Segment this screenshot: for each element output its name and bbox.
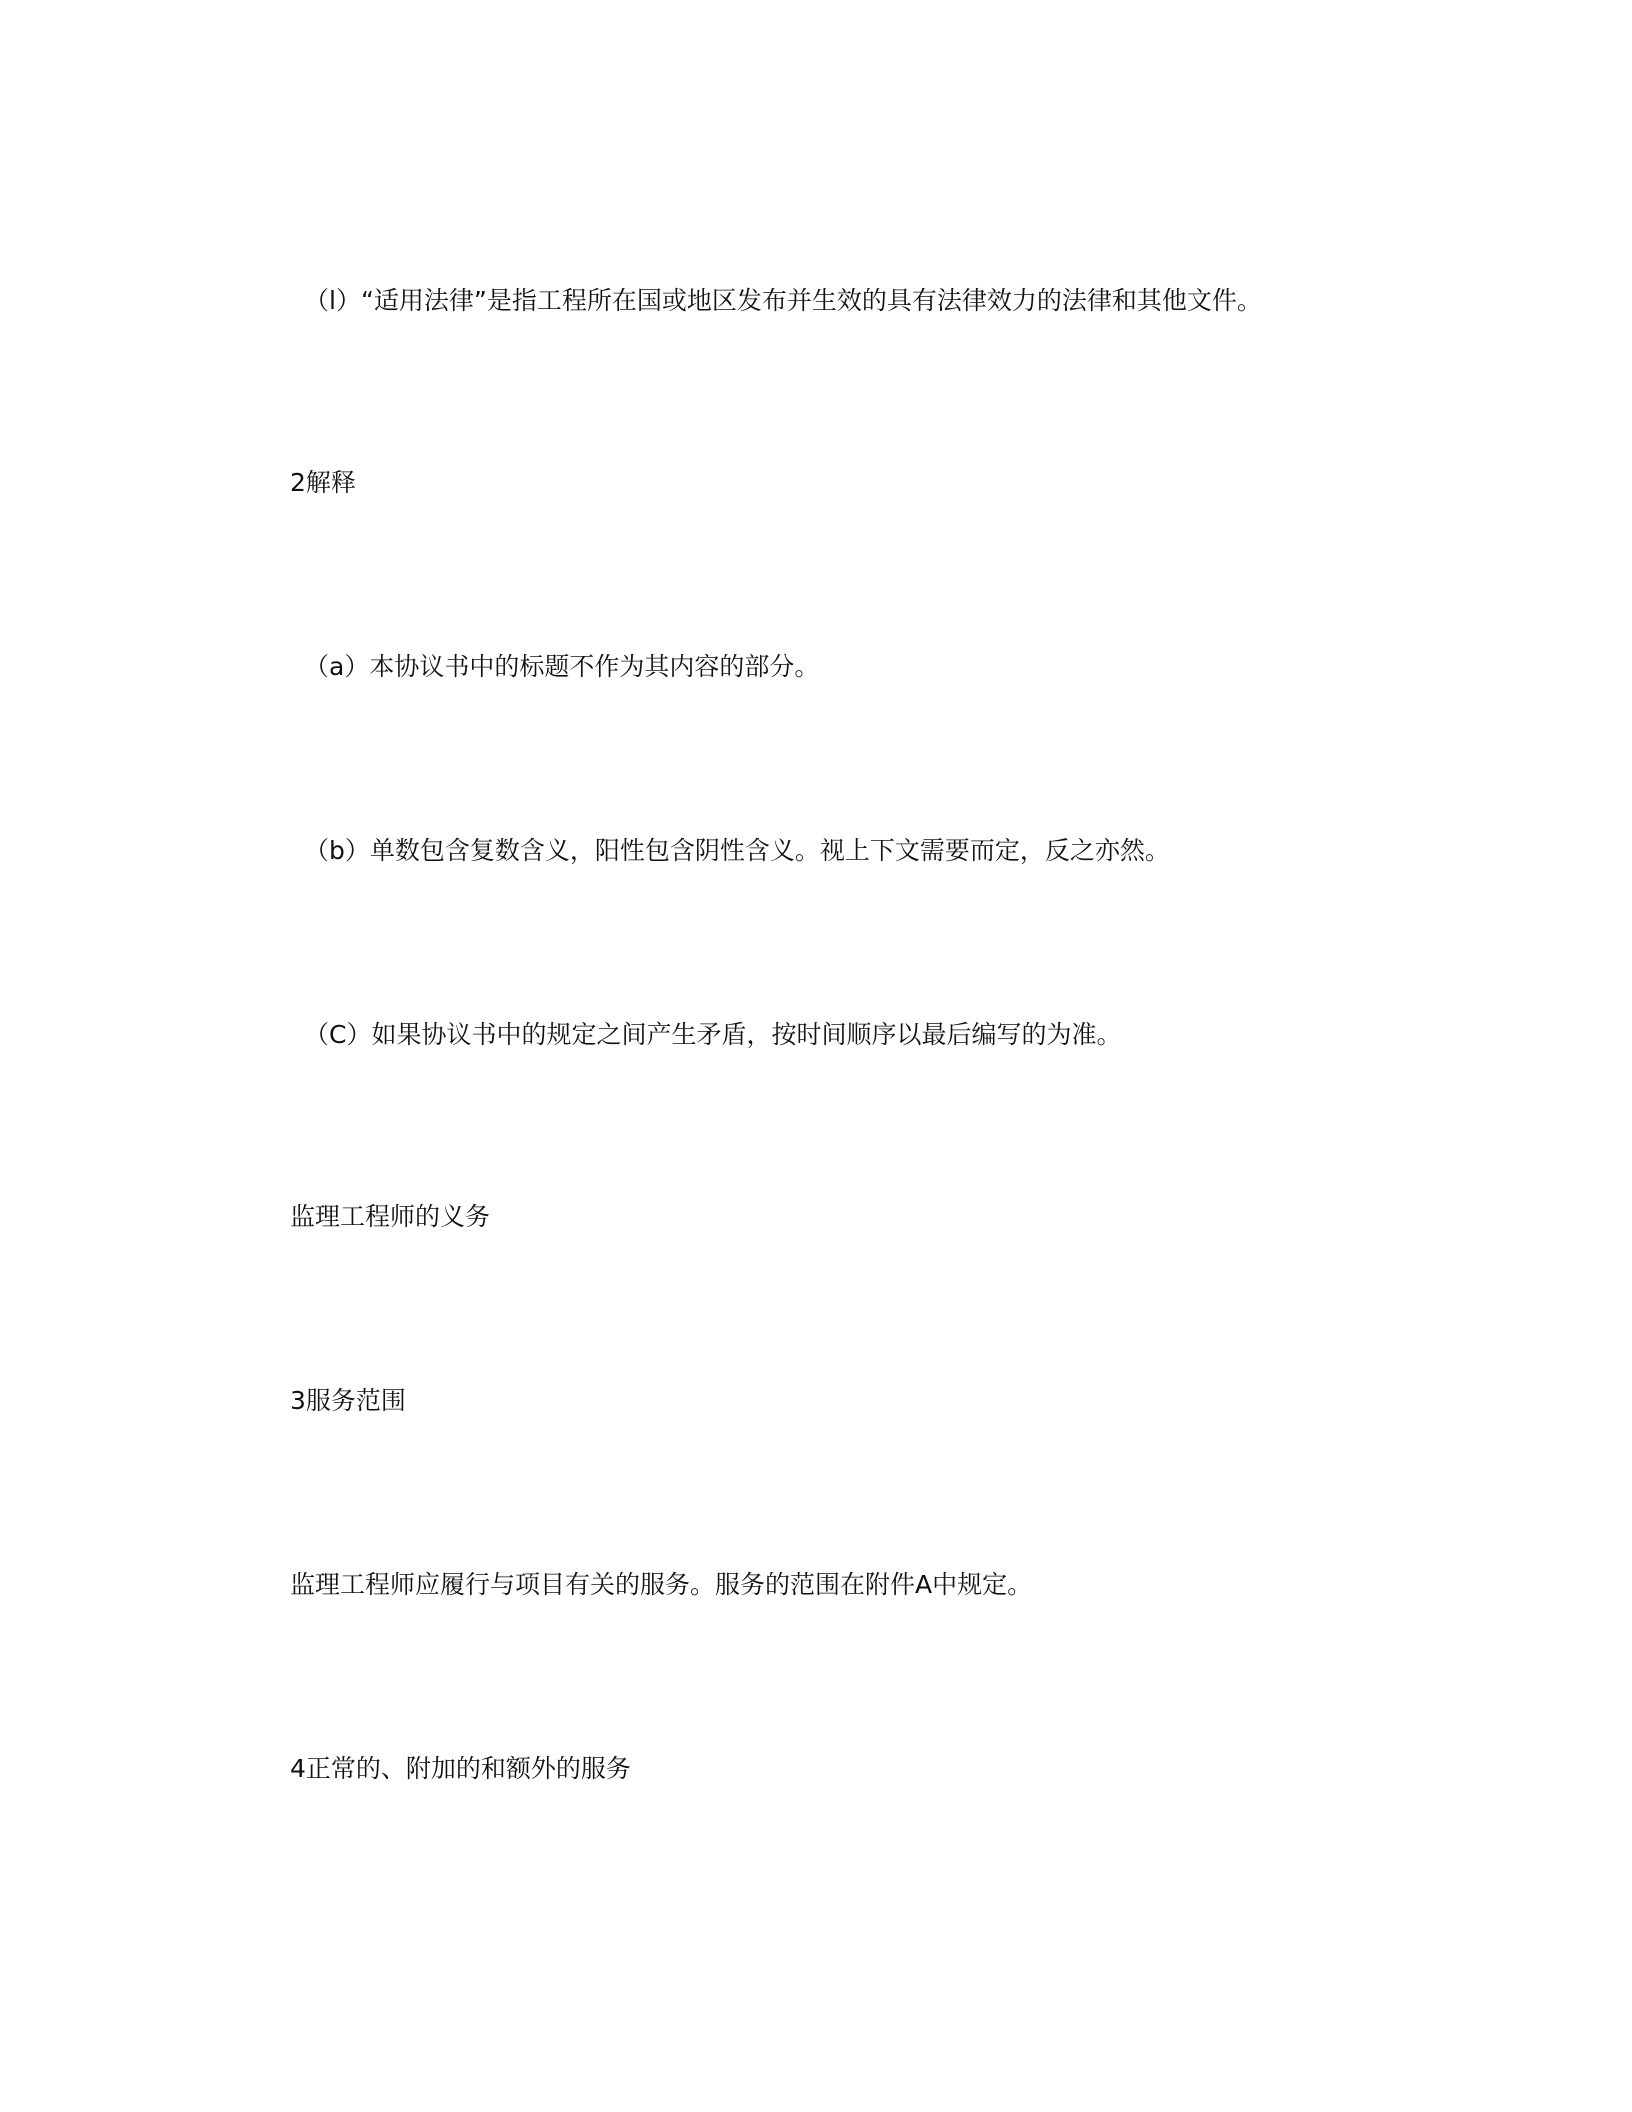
section-title-engineer-obligations: 监理工程师的义务	[290, 1202, 491, 1231]
clause-2-item-b: （b）单数包含复数含义，阳性包含阴性含义。视上下文需要而定，反之亦然。	[304, 836, 1170, 865]
definition-applicable-law: （l）“适用法律”是指工程所在国或地区发布并生效的具有法律效力的法律和其他文件。	[304, 286, 1262, 315]
clause-3-heading: 3服务范围	[290, 1386, 406, 1415]
clause-2-item-a: （a）本协议书中的标题不作为其内容的部分。	[304, 652, 820, 681]
clause-4-heading: 4正常的、附加的和额外的服务	[290, 1754, 631, 1783]
clause-3-paragraph: 监理工程师应履行与项目有关的服务。服务的范围在附件A中规定。	[290, 1570, 1033, 1599]
clause-2-item-c: （C）如果协议书中的规定之间产生矛盾，按时间顺序以最后编写的为准。	[304, 1020, 1122, 1049]
clause-2-heading: 2解释	[290, 468, 356, 497]
